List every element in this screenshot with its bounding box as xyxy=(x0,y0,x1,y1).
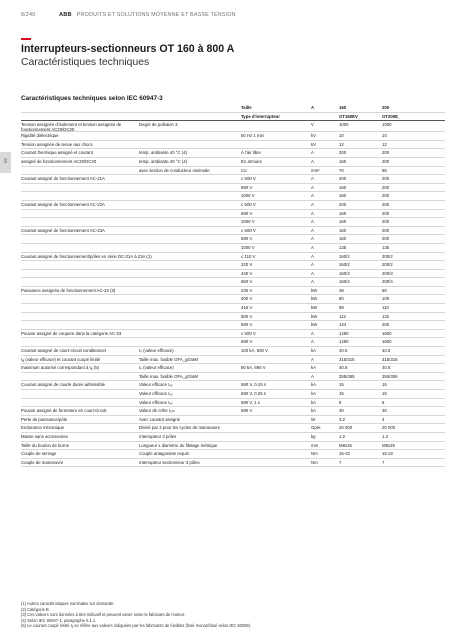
table-cell-c5: 160 xyxy=(339,227,347,233)
table-row xyxy=(21,450,445,459)
table-cell-c3: 690 V xyxy=(241,408,253,414)
table-cell-c4: kA xyxy=(311,348,317,354)
table-cell-c5: 1000 xyxy=(339,121,349,127)
table-cell-c4: kA xyxy=(311,365,317,371)
table-cell-c4: A xyxy=(311,253,314,259)
table-cell-c4: A xyxy=(311,279,314,285)
table-cell-c4: kW xyxy=(311,305,318,311)
table-cell-c1: Taille du boulon de borne xyxy=(21,442,70,448)
table-cell-c3: 690 V xyxy=(241,236,253,242)
table-cell-c5: 160 xyxy=(339,219,347,225)
table-row xyxy=(21,424,445,433)
table-cell-c1: Courant assigné de courte durée admissible xyxy=(21,382,106,388)
table-cell-c4: kA xyxy=(311,408,317,414)
table-cell-c6: 200/4 xyxy=(382,279,393,285)
table-cell-c1: Puissance assignée de fonctionnement AC-23 (3) xyxy=(21,287,116,293)
table-row xyxy=(21,304,445,313)
table-cell-c5: 40.5 xyxy=(339,365,348,371)
table-cell-c6: M8x25 xyxy=(382,442,395,448)
table-cell-c1: Tension assignée de tenue aux chocs xyxy=(21,141,93,147)
page-subtitle: Caractéristiques techniques xyxy=(21,57,150,68)
table-cell-c3: 415 V xyxy=(241,305,253,311)
table-cell-c5: 48 xyxy=(339,287,344,293)
table-cell-c4: A xyxy=(311,176,314,182)
table-row xyxy=(21,158,445,167)
table-row xyxy=(21,253,445,262)
table-cell-c4: kV xyxy=(311,133,317,139)
spec-table xyxy=(21,104,445,467)
table-cell-c1: Tension assignée d'isolement et tension assignée de fonctionnement AC20/DC20 xyxy=(21,121,122,132)
table-cell-c1: Courant assigné de fonctionnement AC-22A xyxy=(21,201,105,207)
table-row xyxy=(21,184,445,193)
table-cell-c5: 144 xyxy=(339,322,347,328)
table-cell-c2: Taille max. fusible OFA_gG/aM xyxy=(139,373,198,379)
table-cell-c2: Valeur efficace Iₒᵥ xyxy=(139,382,173,388)
table-cell-c6: 200 xyxy=(382,158,390,164)
table-cell-c4: A xyxy=(311,193,314,199)
table-cell-c4: A xyxy=(311,105,315,110)
table-cell-c4: kW xyxy=(311,322,318,328)
accent-bar xyxy=(21,38,31,40)
table-cell-c6: 132 xyxy=(382,313,390,319)
table-cell-c4: kg xyxy=(311,433,316,439)
table-cell-c4: A xyxy=(311,158,314,164)
table-cell-c5: 20 000 xyxy=(339,425,353,431)
table-cell-c3: 220 V xyxy=(241,262,253,268)
table-header-row xyxy=(21,113,445,122)
table-title: Caractéristiques techniques selon IEC 60947-3 xyxy=(21,95,163,102)
table-row xyxy=(21,313,445,322)
table-cell-c5: 160 xyxy=(339,158,347,164)
table-cell-c6: 200 xyxy=(382,184,390,190)
table-cell-c6: 4 xyxy=(382,416,385,422)
table-cell-c2: Taille max. fusible OFA_gG/aM xyxy=(139,356,198,362)
table-cell-c6: 40.5 xyxy=(382,365,391,371)
table-cell-c3: 690 V, 0.25 s xyxy=(241,391,266,396)
table-cell-c6: 200 xyxy=(382,236,390,242)
table-cell-c2: Divisé par 2 pour les cycles de manoeuvre xyxy=(139,425,220,431)
table-cell-c2: Iₚ (valeur efficace) xyxy=(139,348,174,354)
table-cell-c1: Courant assigné de court-circuit conditionnel xyxy=(21,348,106,354)
table-cell-c1: Courant assigné de fonctionnement AC-21A xyxy=(21,176,105,182)
table-cell-c2: Valeur de crête Iₒₘ xyxy=(139,408,175,414)
table-cell-c6: 100 xyxy=(382,296,390,302)
table-cell-c5: 80 xyxy=(339,296,344,302)
table-cell-c3: 660 V xyxy=(241,279,253,285)
table-cell-c4: mm² xyxy=(311,167,320,173)
table-row xyxy=(21,338,445,347)
table-cell-c5: 160 xyxy=(339,193,347,199)
table-cell-c1: maximum autorisé correspondant à Iᵩ (5) xyxy=(21,365,100,371)
table-cell-c3: ≤ 500 V xyxy=(241,201,256,207)
table-row xyxy=(21,347,445,356)
table-row xyxy=(21,132,445,141)
table-cell-c6: 200 xyxy=(382,150,390,156)
table-cell-c2: Valeur efficace Iₒᵥ xyxy=(139,399,173,405)
table-cell-c4: kA xyxy=(311,391,317,396)
table-cell-c4: kW xyxy=(311,313,318,319)
table-row xyxy=(21,192,445,201)
table-cell-c1: Courant assigné de fonctionnement/pôles en série DC-21A à 23A (1) xyxy=(21,253,152,259)
table-cell-c5: 15 xyxy=(339,382,344,388)
table-cell-c4: A xyxy=(311,184,314,190)
table-cell-c2: Avec courant assigné xyxy=(139,416,181,422)
table-cell-c3: 80 kA, 690 V xyxy=(241,365,266,371)
table-cell-c2: Degré de pollution 3 xyxy=(139,121,178,127)
table-cell-c6: 200 xyxy=(382,201,390,207)
table-cell-c6: 200 xyxy=(382,193,390,199)
table-cell-c2: Interrupteur 3 pôles xyxy=(139,433,177,439)
table-cell-c4: kA xyxy=(311,399,317,405)
table-cell-c6: 20 000 xyxy=(382,425,396,431)
table-cell-c3: ≤ 500 V xyxy=(241,330,256,336)
table-cell-c6: 200 xyxy=(382,176,390,182)
table-cell-c6: 135 xyxy=(382,244,390,250)
table-cell-c4: A xyxy=(311,330,314,336)
table-cell-c4: A xyxy=(311,244,314,250)
footnotes xyxy=(21,601,251,629)
table-cell-c5: 1.2 xyxy=(339,433,345,439)
table-row xyxy=(21,235,445,244)
table-cell-c5: 160/2 xyxy=(339,253,350,259)
table-cell-c6: 10 xyxy=(382,133,387,139)
table-cell-c1: Pouvoir assigné de fermeture en court-circuit xyxy=(21,408,107,414)
table-cell-c2: temp. ambiante 40 °C (4) xyxy=(139,158,188,164)
table-cell-c6: 1.2 xyxy=(382,433,388,439)
table-cell-c5: 8 xyxy=(339,399,342,405)
table-cell-c6: 200/2 xyxy=(382,253,393,259)
table-row xyxy=(21,321,445,330)
table-cell-c5: 160 xyxy=(339,105,347,110)
table-cell-c5: 1280 xyxy=(339,339,349,345)
table-cell-c5: 200 xyxy=(339,201,347,207)
brand-logo: ABB xyxy=(59,11,72,18)
table-cell-c6: 15 xyxy=(382,391,387,396)
table-cell-c6: 110 xyxy=(382,305,389,311)
table-cell-c5: 315/315 xyxy=(339,356,355,362)
table-cell-c5: 160 xyxy=(339,236,347,242)
table-row xyxy=(21,407,445,416)
table-row xyxy=(21,210,445,219)
table-header-row xyxy=(21,104,445,113)
table-cell-c5: 112 xyxy=(339,313,346,319)
table-cell-c3: 1000 V xyxy=(241,244,255,250)
table-cell-c5: 355/355 xyxy=(339,373,355,379)
table-cell-c3: ≤ 500 V xyxy=(241,176,256,182)
table-cell-c4: A xyxy=(311,373,314,379)
table-cell-c1: Couple de manoeuvre xyxy=(21,459,64,465)
table-row xyxy=(21,218,445,227)
footnote: (1) Autres caractéristiques nominales sur demande. xyxy=(21,601,115,606)
footnote: (2) Catégorie B. xyxy=(21,606,50,612)
table-row xyxy=(21,175,445,184)
table-cell-c1: Courant assigné de fonctionnement AC-23A xyxy=(21,227,105,233)
table-cell-c5: 7 xyxy=(339,459,342,465)
table-cell-c2: Longueur x diamètre du filetage métrique xyxy=(139,442,218,448)
table-cell-c2: Interrupteur sectionneur 3 pôles xyxy=(139,459,200,465)
table-row xyxy=(21,141,445,150)
table-cell-c4: A xyxy=(311,236,314,242)
table-cell-c3: 100 kA, 500 V xyxy=(241,348,268,354)
table-cell-c4: A xyxy=(311,201,314,207)
table-cell-c6: 200 xyxy=(382,322,390,328)
footnote: (3) Ces valeurs sont données à titre indicatif et peuvent varier selon le fabricant de moteur. xyxy=(21,612,186,618)
table-cell-c6: 15-22 xyxy=(382,451,393,457)
table-row xyxy=(21,373,445,382)
table-cell-c6: 200 xyxy=(382,227,390,233)
table-cell-c4: kV xyxy=(311,141,317,147)
table-cell-c5: 70 xyxy=(339,167,344,173)
table-cell-c2: Couple antagoniste requis xyxy=(139,451,189,457)
table-cell-c6: 200/2 xyxy=(382,262,393,268)
table-cell-c5: 135 xyxy=(339,244,347,250)
table-cell-c4: V xyxy=(311,121,314,127)
table-row xyxy=(21,201,445,210)
section-title-header: PRODUITS ET SOLUTIONS MOYENNE ET BASSE TENSION xyxy=(77,12,236,18)
table-cell-c3: Cu xyxy=(241,167,247,173)
table-cell-c4: A xyxy=(311,210,314,216)
table-cell-c6: 40.5 xyxy=(382,348,391,354)
table-cell-c6: 95 xyxy=(382,167,387,173)
page-number: 8/240 xyxy=(21,12,36,18)
table-cell-c1: Perte de puissance/pôle xyxy=(21,416,68,422)
table-cell-c3: 690 V xyxy=(241,184,253,190)
table-cell-c3: 400 V xyxy=(241,296,253,302)
table-row xyxy=(21,121,445,132)
table-cell-c4: A xyxy=(311,227,314,233)
table-cell-c5: 200 xyxy=(339,176,347,182)
table-cell-c6: 200 xyxy=(382,210,390,216)
table-cell-c5: OT160EV_ xyxy=(339,113,361,119)
table-row xyxy=(21,287,445,296)
table-row xyxy=(21,330,445,339)
table-cell-c3: En armoire xyxy=(241,158,263,164)
table-row xyxy=(21,227,445,236)
table-cell-c6: 355/355 xyxy=(382,373,398,379)
table-cell-c3: 1000 V xyxy=(241,193,255,199)
table-cell-c5: 200 xyxy=(339,150,347,156)
table-cell-c3: À l'air libre xyxy=(241,150,261,156)
table-row xyxy=(21,295,445,304)
table-cell-c6: 200 xyxy=(382,105,390,110)
table-cell-c5: 160/4 xyxy=(339,279,350,285)
table-row xyxy=(21,261,445,270)
table-cell-c4: A xyxy=(311,356,314,362)
table-cell-c3: 440 V xyxy=(241,270,253,276)
table-row xyxy=(21,270,445,279)
table-cell-c5: 160 xyxy=(339,210,347,216)
page-header xyxy=(21,12,442,22)
table-cell-c6: 60 xyxy=(382,287,387,293)
table-cell-c4: A xyxy=(311,339,314,345)
table-cell-c5: 15 xyxy=(339,391,344,396)
table-row xyxy=(21,356,445,365)
table-cell-c6: 8 xyxy=(382,399,385,405)
table-cell-c2: avec section de conducteur minimale xyxy=(139,167,210,173)
table-cell-c3: 690 V xyxy=(241,322,253,328)
table-cell-c6: 1600 xyxy=(382,330,392,336)
table-cell-c4: A xyxy=(311,219,314,225)
table-cell-c1: Couple de serrage xyxy=(21,451,57,457)
table-cell-c5: 160/3 xyxy=(339,270,350,276)
table-cell-c2: temp. ambiante 40 °C (4) xyxy=(139,150,188,156)
table-cell-c3: 50 Hz 1 min xyxy=(241,133,264,139)
table-cell-c5: 88 xyxy=(339,305,344,311)
table-cell-c1: Rigidité diélectrique xyxy=(21,133,59,139)
table-cell-c3: 230 V xyxy=(241,287,253,293)
table-cell-c4: mm xyxy=(311,442,319,448)
table-cell-c6: 7 xyxy=(382,459,385,465)
table-cell-c4: A xyxy=(311,270,314,276)
table-cell-c6: OT200E_ xyxy=(382,113,401,119)
table-cell-c5: 160/2 xyxy=(339,262,350,268)
table-cell-c4: Opér. xyxy=(311,425,322,431)
table-cell-c2: Valeur efficace Iₒᵥ xyxy=(139,391,173,396)
table-cell-c6: 30 xyxy=(382,408,387,414)
table-cell-c3: Type d'interrupteur xyxy=(241,113,280,119)
table-cell-c1: Iᵩ (valeur efficace) et courant coupé limité xyxy=(21,356,101,362)
table-cell-c2: Iₚ (valeur efficace) xyxy=(139,365,174,371)
table-cell-c3: 690 V, 1 s xyxy=(241,399,260,405)
table-row xyxy=(21,167,445,176)
chapter-tab xyxy=(0,152,11,173)
table-cell-c4: A xyxy=(311,262,314,268)
table-row xyxy=(21,381,445,390)
table-cell-c5: 1280 xyxy=(339,330,349,336)
table-cell-c5: 12 xyxy=(339,141,344,147)
table-cell-c4: kW xyxy=(311,287,318,293)
table-cell-c5: 3.2 xyxy=(339,416,345,422)
table-cell-c5: 15-22 xyxy=(339,451,350,457)
table-cell-c1: Endurance mécanique xyxy=(21,425,64,431)
table-cell-c5: M8x25 xyxy=(339,442,352,448)
table-row xyxy=(21,416,445,425)
table-cell-c3: 690 V xyxy=(241,210,253,216)
table-cell-c5: 160 xyxy=(339,184,347,190)
table-cell-c6: 1600 xyxy=(382,339,392,345)
table-cell-c3: ≤ 110 V xyxy=(241,253,256,259)
table-cell-c6: 315/315 xyxy=(382,356,398,362)
table-cell-c3: ≤ 500 V xyxy=(241,227,256,233)
table-cell-c3: 500 V xyxy=(241,313,253,319)
table-cell-c4: W xyxy=(311,416,316,422)
footnote: (5) Le courant coupé limité Iₐ se réfère aux valeurs indiquées par les fabricants de fusibles (fusé monoréfusé selon IEC 60269). xyxy=(21,623,252,629)
table-row xyxy=(21,442,445,451)
table-cell-c6: 200 xyxy=(382,219,390,225)
page-title: Interrupteurs-sectionneurs OT 160 à 800 A xyxy=(21,43,235,55)
table-cell-c4: Nm xyxy=(311,451,318,457)
table-row xyxy=(21,364,445,373)
table-cell-c1: Pouvoir assigné de coupure dans la catégorie AC-23 xyxy=(21,330,122,336)
table-row xyxy=(21,149,445,158)
table-cell-c3: 1000 V xyxy=(241,219,255,225)
table-cell-c3: 690 V, 0.15 s xyxy=(241,382,266,388)
table-cell-c3: Taille xyxy=(241,105,252,110)
table-cell-c4: kA xyxy=(311,382,317,388)
table-cell-c6: 1000 xyxy=(382,121,392,127)
chapter-tab-label: 02 xyxy=(3,157,9,164)
table-cell-c1: assigné de fonctionnement AC20/DC20 xyxy=(21,158,97,164)
table-row xyxy=(21,278,445,287)
footnote: (4) Selon IEC 60947-1, paragraphe 6.1.1. xyxy=(21,617,97,623)
table-cell-c5: 10 xyxy=(339,133,344,139)
table-row xyxy=(21,244,445,253)
table-cell-c6: 15 xyxy=(382,382,387,388)
table-cell-c6: 200/3 xyxy=(382,270,393,276)
table-row xyxy=(21,399,445,408)
table-cell-c5: 40.5 xyxy=(339,348,348,354)
table-cell-c4: Nm xyxy=(311,459,318,465)
table-cell-c5: 30 xyxy=(339,408,344,414)
table-row xyxy=(21,390,445,399)
table-cell-c1: Courant thermique assigné et courant xyxy=(21,150,93,156)
table-row xyxy=(21,459,445,468)
table-cell-c3: 690 V xyxy=(241,339,253,345)
table-cell-c6: 12 xyxy=(382,141,387,147)
table-cell-c1: Masse sans accessoires xyxy=(21,433,68,439)
table-cell-c4: kW xyxy=(311,296,318,302)
table-row xyxy=(21,433,445,442)
table-cell-c4: A xyxy=(311,150,314,156)
